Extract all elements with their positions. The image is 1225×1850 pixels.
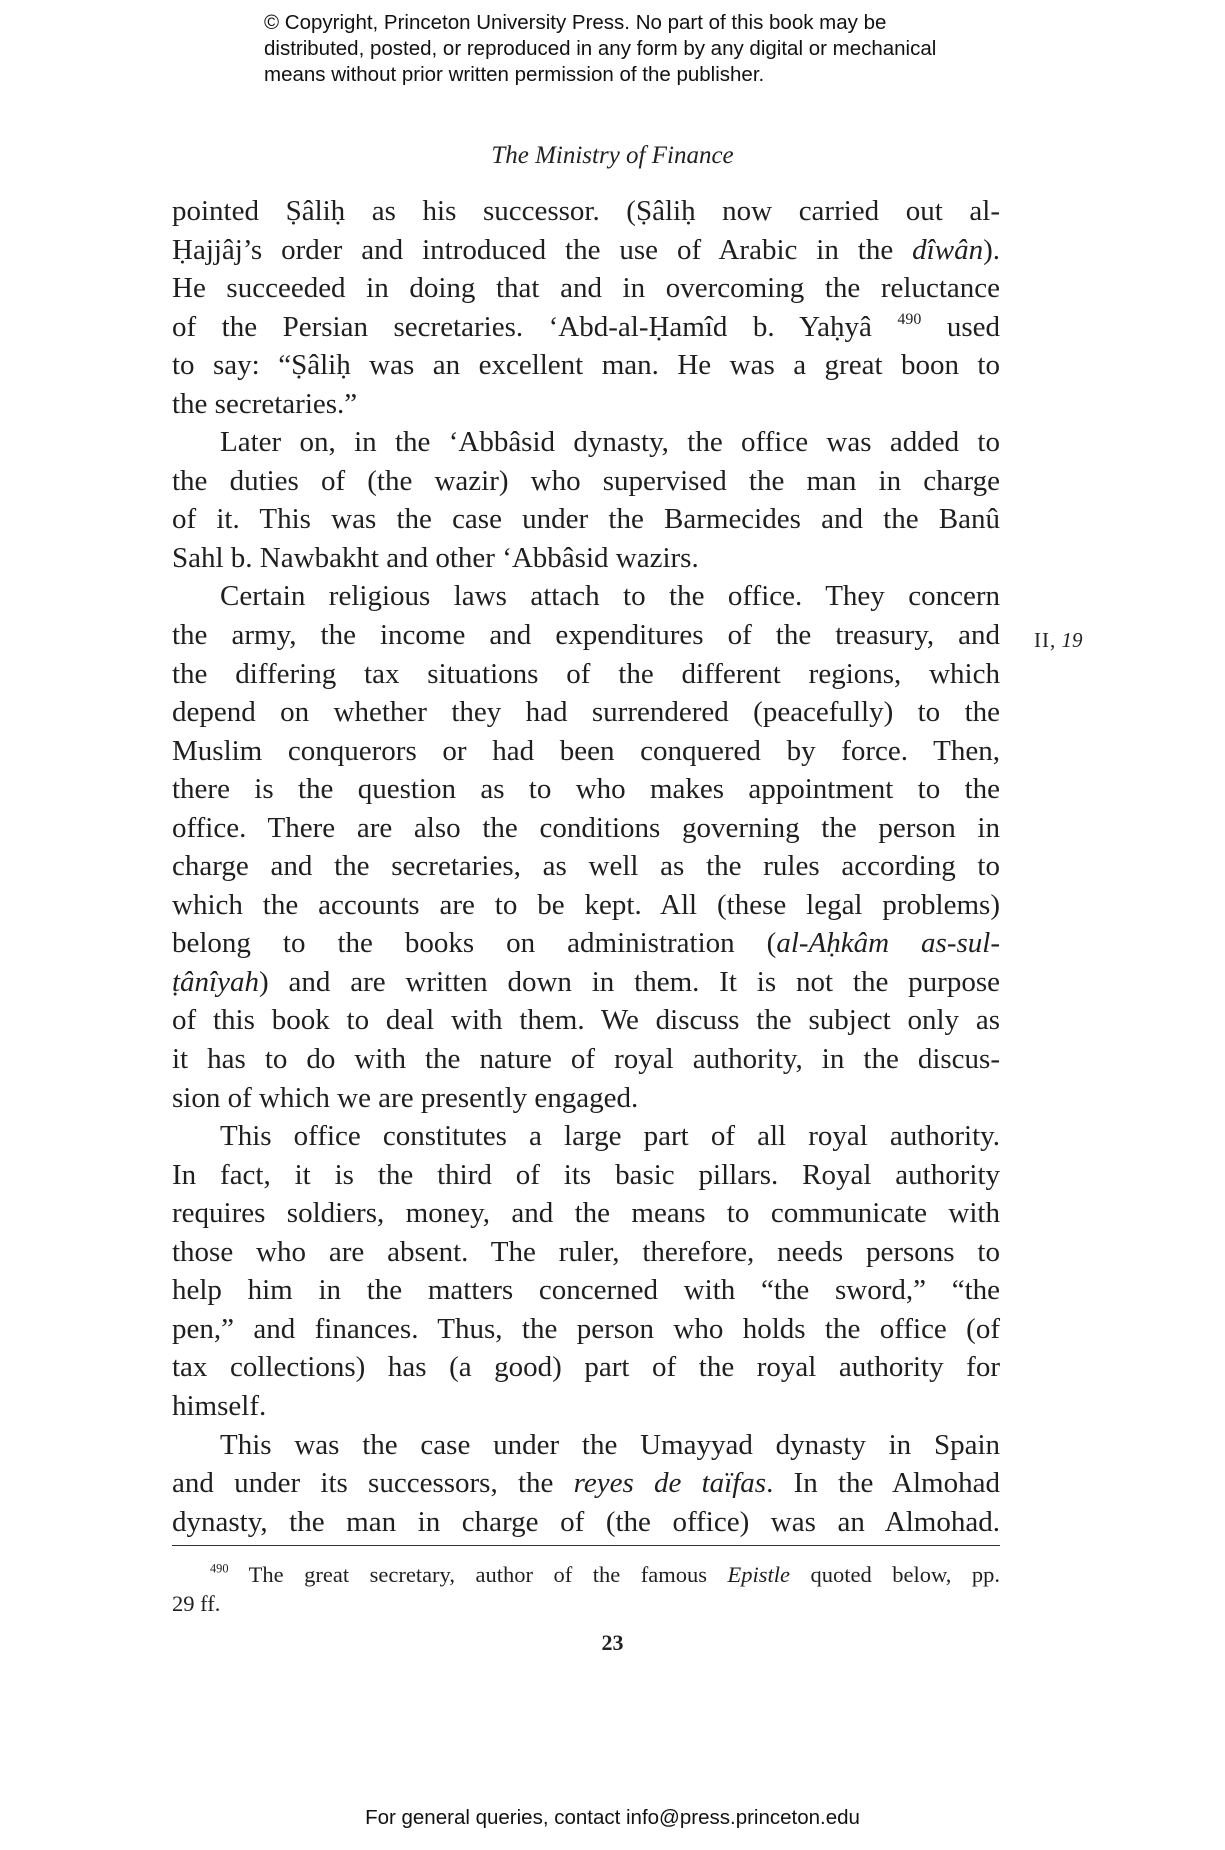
footnote-rule bbox=[172, 1545, 1000, 1546]
copyright-line: distributed, posted, or reproduced in any form by any digital or mechanical bbox=[264, 37, 937, 60]
text-line: the army, the income and expenditures of the treasury, and bbox=[172, 619, 1000, 652]
text-line: himself. bbox=[172, 1389, 267, 1422]
text-line: help him in the matters concerned with “the sword,” “the bbox=[172, 1274, 1000, 1307]
text-line: the duties of (the wazir) who supervised the man in charge bbox=[172, 464, 1000, 497]
footnote-number: 490 bbox=[210, 1561, 229, 1576]
text-line: Ḥajjâj’s order and introduced the use of Arabic in the dîwân). bbox=[172, 233, 1000, 266]
text-line: In fact, it is the third of its basic pillars. Royal authority bbox=[172, 1158, 1000, 1191]
text-line: This was the case under the Umayyad dynasty in Spain bbox=[220, 1428, 1000, 1461]
text-line: tax collections) has (a good) part of the royal authority for bbox=[172, 1351, 1000, 1384]
page-number: 23 bbox=[601, 1630, 624, 1655]
text-line: dynasty, the man in charge of (the office) was an Almohad. bbox=[172, 1505, 1000, 1538]
text-line: it has to do with the nature of royal authority, in the discus- bbox=[172, 1043, 1000, 1076]
text-line: charge and the secretaries, as well as the rules according to bbox=[172, 850, 1000, 883]
text-line: belong to the books on administration (al-Aḥkâm as-sul- bbox=[172, 927, 1001, 960]
text-line: the differing tax situations of the different regions, which bbox=[172, 657, 1000, 690]
copyright-line: © Copyright, Princeton University Press. No part of this book may be bbox=[264, 11, 887, 34]
text-line: office. There are also the conditions governing the person in bbox=[172, 811, 1000, 844]
margin-page: 19 bbox=[1061, 628, 1083, 652]
text-line: Later on, in the ‘Abbâsid dynasty, the office was added to bbox=[220, 426, 1000, 459]
footnote-line: $^{490}$ The great secretary, author of the famous Epistle quoted below, pp. bbox=[210, 1561, 1001, 1587]
text-line: Certain religious laws attach to the office. They concern bbox=[220, 580, 1000, 613]
copyright-line: means without prior written permission of the publisher. bbox=[264, 63, 765, 86]
text-line: and under its successors, the reyes de taïfas. In the Almohad bbox=[172, 1467, 1000, 1500]
text-line: Sahl b. Nawbakht and other ‘Abbâsid wazirs. bbox=[172, 541, 699, 574]
text-line: This office constitutes a large part of all royal authority. bbox=[220, 1120, 1000, 1153]
text-line: to say: “Ṣâliḥ was an excellent man. He was a great boon to bbox=[172, 349, 1000, 382]
text-line: which the accounts are to be kept. All (these legal problems) bbox=[172, 888, 1000, 921]
footnote-line: 29 ff. bbox=[172, 1591, 221, 1616]
text-line: of it. This was the case under the Barmecides and the Banû bbox=[172, 503, 1000, 536]
running-head: The Ministry of Finance bbox=[491, 142, 734, 169]
margin-reference bbox=[1034, 628, 1083, 653]
text-line: pen,” and finances. Thus, the person who holds the office (of bbox=[172, 1312, 1000, 1345]
text-line: ṭânîyah) and are written down in them. It is not the purpose bbox=[172, 965, 1000, 998]
text-line: pointed Ṣâliḥ as his successor. (Ṣâliḥ now carried out al- bbox=[172, 195, 1000, 227]
text-line: of this book to deal with them. We discuss the subject only as bbox=[172, 1004, 1000, 1037]
text-line: sion of which we are presently engaged. bbox=[172, 1081, 639, 1114]
footnote-reference: 490 bbox=[897, 310, 922, 328]
text-line: requires soldiers, money, and the means to communicate with bbox=[172, 1197, 1000, 1230]
text-line: the secretaries.” bbox=[172, 387, 358, 420]
contact-line: For general queries, contact info@press.princeton.edu bbox=[365, 1806, 860, 1829]
text-line: those who are absent. The ruler, therefore, needs persons to bbox=[172, 1235, 1000, 1268]
text-line: depend on whether they had surrendered (peacefully) to the bbox=[172, 696, 1000, 729]
text-line: He succeeded in doing that and in overcoming the reluctance bbox=[172, 272, 1000, 305]
margin-volume: II, bbox=[1034, 628, 1057, 652]
text-line: there is the question as to who makes appointment to the bbox=[172, 773, 1000, 806]
copyright-notice bbox=[264, 10, 1024, 88]
text-line: Muslim conquerors or had been conquered by force. Then, bbox=[172, 734, 1000, 767]
body-text bbox=[172, 192, 1000, 1541]
text-line: of the Persian secretaries. ‘Abd-al-Ḥamîd b. Yaḥyâ $^{490}$ used bbox=[172, 310, 1000, 343]
footnote bbox=[172, 1560, 1000, 1618]
